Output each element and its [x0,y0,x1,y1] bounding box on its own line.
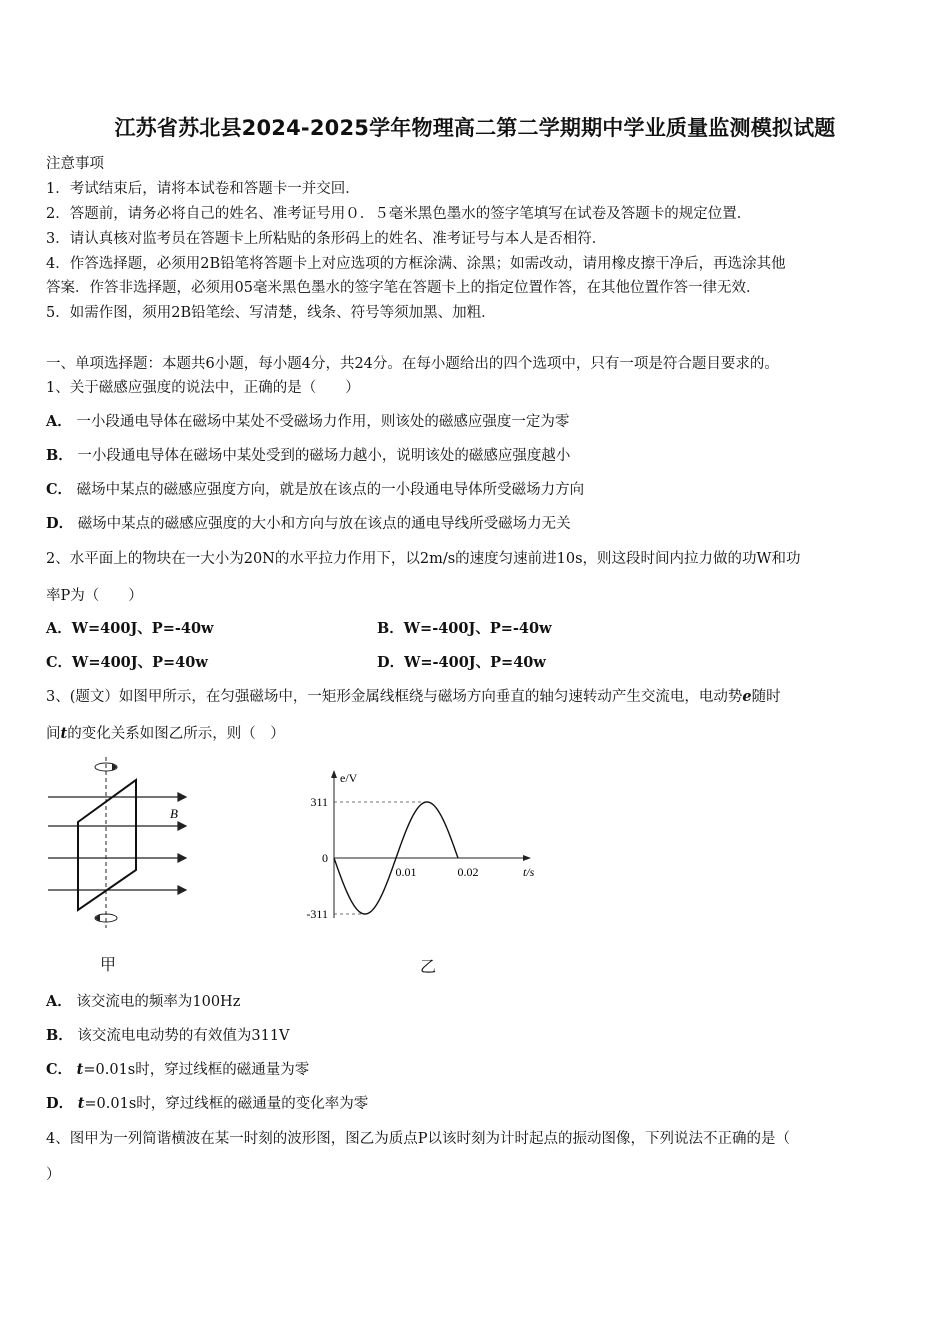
notice-heading: 注意事项 [46,156,104,172]
y-axis-label: e/V [340,771,358,785]
question-1-option-a [46,410,569,431]
question-3-option-d [46,1092,368,1113]
question-3-stem [46,685,781,706]
option-text: 磁场中某点的磁感应强度方向，就是放在该点的一小段通电导体所受磁场力方向 [76,482,585,498]
figure-b-caption: 乙 [420,957,437,976]
question-1-stem: 1、关于磁感应强度的说法中，正确的是（ ） [46,380,360,396]
question-4-stem: 4、图甲为一列简谐横波在某一时刻的波形图，图乙为质点P以该时刻为计时起点的振动图像，下列说法不正确的是（ [46,1131,790,1147]
option-label: D． [46,1095,74,1112]
stem-text: 3、(题文）如图甲所示，在匀强磁场中，一矩形金属线框绕与磁场方向垂直的轴匀速转动产生交流电，电动势 [46,689,743,705]
stem-text: 随时 [751,689,781,705]
question-2-option-c: C．W=400J、P=40w [46,654,208,671]
option-text: 该交流电的频率为100Hz [76,994,241,1010]
option-label: C． [46,1061,73,1078]
question-1-option-b [46,444,570,465]
variable-t: t [77,1095,85,1112]
question-3-option-a [46,990,240,1011]
stem-text: 的变化关系如图乙所示，则（ ） [67,726,285,742]
question-3-stem-cont [46,722,285,743]
arrow-head-icon [178,886,186,894]
notice-item: 2．答题前，请务必将自己的姓名、准考证号用０．５毫米黑色墨水的签字笔填写在试卷及答题卡的规定位置． [46,206,752,222]
option-text: =0.01s时，穿过线框的磁通量的变化率为零 [84,1096,369,1112]
arrow-head-icon [178,854,186,862]
question-1-option-d [46,512,571,533]
arrow-head-icon [178,822,186,830]
y-tick-label: -311 [306,907,328,921]
figure-et-chart [296,768,535,930]
option-text: 该交流电电动势的有效值为311V [77,1028,290,1044]
notice-item: 5．如需作图，须用2B铅笔绘、写清楚，线条、符号等须加黑、加粗． [46,305,496,321]
question-2-stem-cont: 率P为（ ） [46,588,143,604]
variable-t: t [60,725,68,742]
question-4-stem-cont: ） [46,1167,61,1183]
variable-t: t [76,1061,84,1078]
y-axis-arrow-icon [331,770,337,778]
arrow-head-icon [178,793,186,801]
y-tick-label: 311 [310,795,328,809]
y-tick-label: 0 [322,851,328,865]
x-axis-arrow-icon [523,855,531,861]
question-2-option-d: D．W=-400J、P=40w [377,654,546,671]
notice-item: 1．考试结束后，请将本试卷和答题卡一并交回． [46,181,360,197]
notice-item: 3．请认真核对监考员在答题卡上所粘贴的条形码上的姓名、准考证号与本人是否相符． [46,231,607,247]
option-text: 一小段通电导体在磁场中某处不受磁场力作用，则该处的磁感应强度一定为零 [76,414,570,430]
notice-item: 4．作答选择题，必须用2B铅笔将答题卡上对应选项的方框涂满、涂黑；如需改动，请用橡皮擦干净后，再选涂其他 [46,256,786,272]
option-label: A． [46,413,72,430]
option-text: =0.01s时，穿过线框的磁通量为零 [83,1062,310,1078]
option-label: B． [46,1027,73,1044]
question-1-option-c [46,478,584,499]
page-title: 江苏省苏北县2024-2025学年物理高二第二学期期中学业质量监测模拟试题 [114,116,836,140]
option-text: 磁场中某点的磁感应强度的大小和方向与放在该点的通电导线所受磁场力无关 [77,516,571,532]
option-text: 一小段通电导体在磁场中某处受到的磁场力越小，说明该处的磁感应强度越小 [77,448,571,464]
x-axis-label: t/s [523,865,535,879]
section-heading: 一、单项选择题：本题共6小题，每小题4分，共24分。在每小题给出的四个选项中，只有一项是符合题目要求的。 [46,356,779,372]
question-2-option-a: A．W=400J、P=-40w [46,620,214,637]
question-3-option-c [46,1058,309,1079]
question-2-stem: 2、水平面上的物块在一大小为20N的水平拉力作用下，以2m/s的速度匀速前进10s，则这段时间内拉力做的功W和功 [46,551,801,567]
field-label-b: B [170,806,178,821]
option-label: D． [46,515,74,532]
x-tick-label: 0.02 [457,865,479,879]
option-label: C． [46,481,73,498]
figure-a-caption: 甲 [100,955,117,974]
question-3-option-b [46,1024,290,1045]
variable-e: e [742,688,752,705]
option-label: A． [46,993,72,1010]
option-label: B． [46,447,73,464]
notice-item: 答案．作答非选择题，必须用05毫米黑色墨水的签字笔在答题卡上的指定位置作答，在其他位置作答一律无效． [46,280,761,296]
stem-text: 间 [46,726,61,742]
question-2-option-b: B．W=-400J、P=-40w [377,620,552,637]
x-tick-label: 0.01 [395,865,417,879]
figure-coil-diagram [40,752,200,932]
